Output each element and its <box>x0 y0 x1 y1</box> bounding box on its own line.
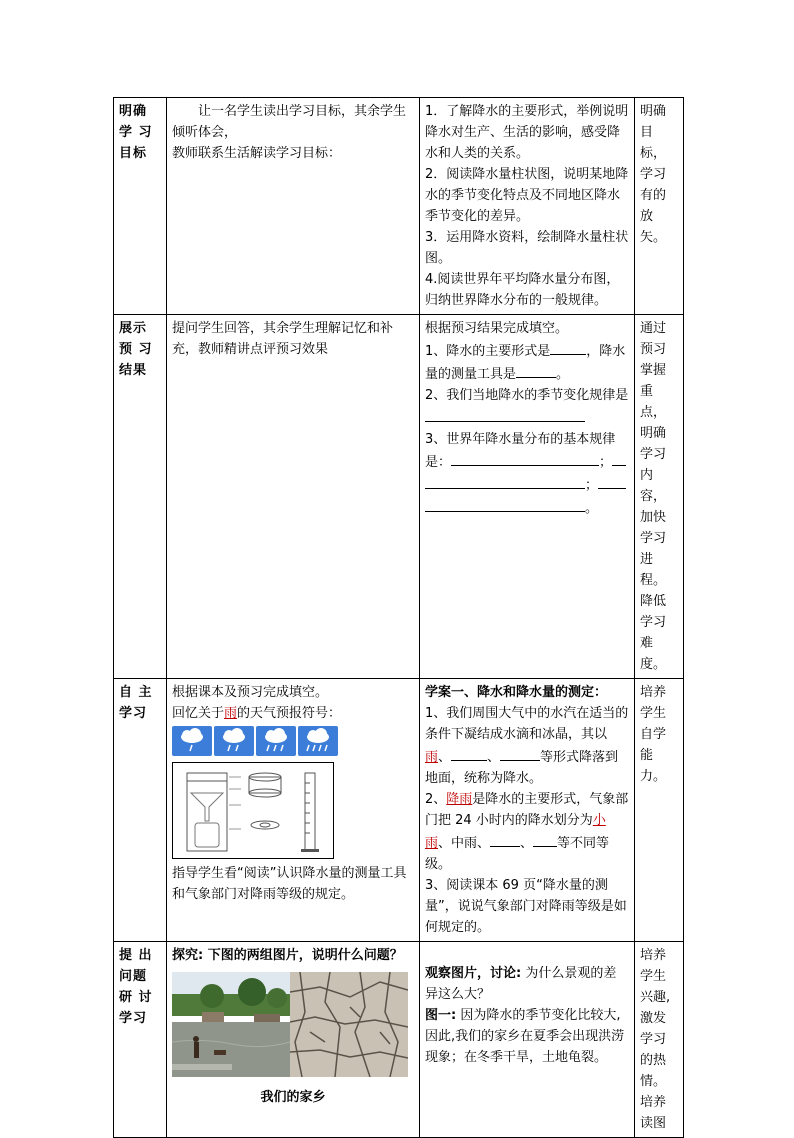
answer-blank[interactable] <box>425 496 585 512</box>
text-fragment: 雨 <box>224 706 238 721</box>
text-fragment: 、 <box>520 836 534 851</box>
light-rain-icon <box>172 726 212 756</box>
answer-blank[interactable] <box>598 473 626 489</box>
design-intent: 培养学生自学能力。 <box>635 679 684 942</box>
section-label <box>114 942 167 1138</box>
section-label <box>114 679 167 942</box>
teacher-activity <box>167 315 420 679</box>
text-fragment: 等形式降落到地面，统称为降水。 <box>425 750 619 786</box>
answer-text: 雨 <box>425 750 439 765</box>
table-row <box>114 98 684 315</box>
discussion-question <box>425 963 629 1005</box>
section-label <box>114 315 167 679</box>
design-intent: 明确目标，学习有的放矢。 <box>635 98 684 315</box>
teacher-text: 指导学生看“阅读”认识降水量的测量工具和气象部门对降雨等级的规定。 <box>172 866 407 902</box>
table-row <box>114 315 684 679</box>
answer-text: 小雨 <box>425 813 606 851</box>
answer-blank[interactable] <box>451 450 599 466</box>
teacher-activity <box>167 679 420 942</box>
objective-item: 1．了解降水的主要形式，举例说明降水对生产、生活的影响，感受降水和人类的关系。 <box>425 104 629 161</box>
answer-blank[interactable] <box>425 406 585 422</box>
teacher-text: 提问学生回答，其余学生理解记忆和补充，教师精讲点评预习效果 <box>172 321 394 357</box>
section-line: 预 习 <box>119 342 153 357</box>
photo-caption: 我们的家乡 <box>260 1090 326 1105</box>
design-intent: 培养学生兴趣,激发学习的热情。培养读图 <box>635 942 684 1138</box>
question-text: 。 <box>556 367 570 382</box>
section-line: 研 讨 <box>119 990 153 1005</box>
objective-item: 2．阅读降水量柱状图，说明某地降水的季节变化特点及不同地区降水季节变化的差异。 <box>425 167 629 224</box>
student-activity <box>420 315 635 679</box>
section-line: 目标 <box>119 146 148 161</box>
answer-blank[interactable] <box>451 745 487 761</box>
answer-blank[interactable] <box>425 473 585 489</box>
fill-question-3 <box>425 429 629 519</box>
answer-blank[interactable] <box>516 362 556 378</box>
text-fragment: 观察图片，讨论: <box>425 966 522 981</box>
weather-symbols <box>172 726 414 756</box>
fill-question-2 <box>425 789 629 875</box>
teacher-text: 让一名学生读出学习目标，其余学生倾听体会， <box>172 104 407 140</box>
lesson-plan-table <box>113 97 684 1138</box>
teacher-text <box>172 703 414 724</box>
teacher-text: 根据课本及预习完成填空。 <box>172 685 329 700</box>
section-line: 问题 <box>119 969 148 984</box>
design-intent: 通过预习掌握重点，明确学习内容，加快学习进程。降低学习难度。 <box>635 315 684 679</box>
flood-photo <box>172 972 290 1077</box>
worksheet-title: 学案一、降水和降水量的测定： <box>425 685 608 700</box>
inquiry-question: 探究: 下图的两组图片，说明什么问题？ <box>172 948 403 963</box>
answer-blank[interactable] <box>612 450 626 466</box>
text-fragment: 为什么景观的差异这么大？ <box>425 966 617 1002</box>
moderate-rain-icon <box>214 726 254 756</box>
text-fragment: 等不同等级。 <box>425 836 610 872</box>
table-row <box>114 942 684 1138</box>
answer-blank[interactable] <box>490 831 520 847</box>
drought-photo <box>290 972 408 1077</box>
text-fragment: 因为降水的季节变化比较大,因此,我们的家乡在夏季会出现洪涝现象；在冬季干旱，土地龟裂。 <box>425 1008 625 1065</box>
section-line: 明确 <box>119 104 148 119</box>
text-fragment: 是降水的主要形式，气象部门把 24 小时内的降水划分为 <box>425 792 629 828</box>
text-fragment: 回忆关于 <box>172 706 225 721</box>
text-fragment: 2、 <box>425 792 447 807</box>
text-fragment: 的天气预报符号： <box>237 706 342 721</box>
section-line: 学 习 <box>119 125 153 140</box>
section-line: 学习 <box>119 1011 148 1026</box>
photo-pair <box>172 972 414 1077</box>
answer-text: 降雨 <box>446 792 473 807</box>
student-activity <box>420 98 635 315</box>
question-text: ； <box>585 478 599 493</box>
table-row <box>114 679 684 942</box>
heavy-rain-icon <box>256 726 296 756</box>
student-activity <box>420 942 635 1138</box>
text-fragment: 、 <box>438 750 452 765</box>
section-label <box>114 98 167 315</box>
section-line: 提 出 <box>119 948 153 963</box>
fill-question-3: 3、阅读课本 69 页“降水量的测量”，说说气象部门对降雨等级是如何规定的。 <box>425 878 627 935</box>
question-text: 1、降水的主要形式是 <box>425 344 551 359</box>
teacher-activity <box>167 942 420 1138</box>
rainstorm-icon <box>298 726 338 756</box>
question-text: ，降水量的测量工具是 <box>425 344 626 382</box>
section-line: 学习 <box>119 706 148 721</box>
fill-intro: 根据预习结果完成填空。 <box>425 321 569 336</box>
fill-question-1 <box>425 339 629 385</box>
text-fragment: 1、我们周围大气中的水汽在适当的条件下凝结成水滴和冰晶，其以 <box>425 706 629 742</box>
section-line: 结果 <box>119 363 148 378</box>
section-line: 展示 <box>119 321 148 336</box>
teacher-activity <box>167 98 420 315</box>
text-fragment: 图一: <box>425 1008 457 1023</box>
text-fragment: 、 <box>487 750 501 765</box>
section-line: 自 主 <box>119 685 153 700</box>
question-text: 。 <box>585 501 599 516</box>
answer-blank[interactable] <box>500 745 540 761</box>
text-fragment: 、中雨、 <box>438 836 491 851</box>
rain-gauge-diagram <box>172 762 334 859</box>
teacher-text: 教师联系生活解读学习目标： <box>172 146 342 161</box>
objective-item: 3．运用降水资料，绘制降水量柱状图。 <box>425 230 629 266</box>
student-activity <box>420 679 635 942</box>
fill-question-1 <box>425 703 629 789</box>
discussion-answer <box>425 1005 629 1068</box>
question-text: ； <box>599 455 613 470</box>
question-text: 3、世界年降水量分布的基本规律是： <box>425 432 616 470</box>
fill-question-2 <box>425 385 629 429</box>
objective-item: 4.阅读世界年平均降水量分布图，归纳世界降水分布的一般规律。 <box>425 272 620 308</box>
answer-blank[interactable] <box>550 339 586 355</box>
answer-blank[interactable] <box>533 831 557 847</box>
question-text: 2、我们当地降水的季节变化规律是 <box>425 388 629 403</box>
